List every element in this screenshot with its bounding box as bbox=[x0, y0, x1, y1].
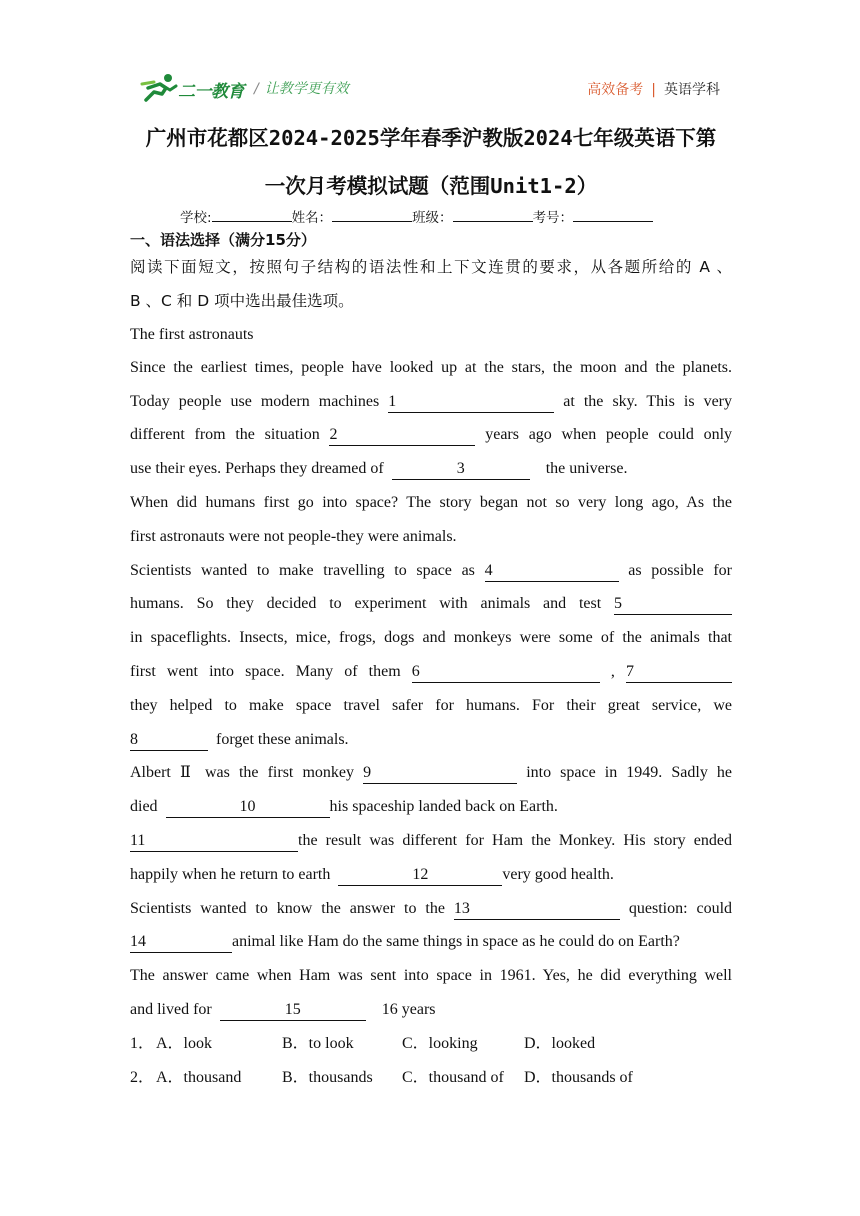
passage-line: The answer came when Ham was sent into space in 1961. Yes, he did everything well bbox=[130, 967, 732, 984]
blank-4[interactable]: 4 bbox=[485, 561, 619, 582]
name-label: 姓名： bbox=[291, 210, 333, 226]
text: the universe. bbox=[545, 460, 628, 477]
passage-line bbox=[130, 385, 732, 419]
text: and lived for bbox=[130, 1001, 212, 1018]
option-d[interactable]: D．thousands of bbox=[524, 1069, 633, 1086]
tagline bbox=[587, 79, 720, 99]
page-title-line-1: 广州市花都区2024-2025学年春季沪教版2024七年级英语下第 bbox=[145, 126, 717, 150]
slogan-slash: / bbox=[254, 81, 259, 97]
student-info bbox=[180, 206, 653, 226]
instruction-line-2: B 、C 和 D 项中选出最佳选项。 bbox=[130, 292, 354, 310]
slogan bbox=[254, 78, 349, 98]
passage-line bbox=[130, 418, 732, 452]
page-title-line-2: 一次月考模拟试题（范围Unit1-2） bbox=[264, 174, 598, 198]
logo-text: 二一教育 bbox=[178, 82, 244, 102]
text: very good health. bbox=[502, 866, 614, 883]
text: happily when he return to earth bbox=[130, 866, 331, 883]
text: years ago when people could only bbox=[485, 426, 733, 443]
question-number: 2． bbox=[130, 1069, 155, 1086]
passage-line: When did humans first go into space? The story began not so very long ago, As the bbox=[130, 494, 732, 511]
blank-9[interactable]: 9 bbox=[363, 763, 517, 784]
text: at the sky. This is very bbox=[563, 393, 733, 410]
text: Today people use modern machines bbox=[130, 393, 380, 410]
option-a[interactable]: A．look bbox=[156, 1035, 213, 1052]
passage-line: in spaceflights. Insects, mice, frogs, dogs and monkeys were some of the animals that bbox=[130, 629, 732, 646]
blank-11[interactable]: 11 bbox=[130, 831, 298, 852]
school-blank[interactable] bbox=[212, 208, 292, 222]
passage-line: they helped to make space travel safer for humans. For their great service, we bbox=[130, 697, 732, 714]
passage-line bbox=[130, 756, 732, 790]
logo bbox=[140, 72, 250, 102]
text: forget these animals. bbox=[216, 731, 349, 748]
text: first went into space. Many of them bbox=[130, 663, 401, 680]
blank-10[interactable]: 10 bbox=[166, 797, 330, 818]
class-blank[interactable] bbox=[453, 208, 533, 222]
question-1-options bbox=[130, 1027, 732, 1061]
blank-7[interactable]: 7 bbox=[626, 662, 732, 683]
passage-line bbox=[130, 993, 732, 1027]
passage-line bbox=[130, 655, 732, 689]
passage-line bbox=[130, 925, 732, 959]
blank-2[interactable]: 2 bbox=[329, 425, 475, 446]
tag-efficient-prep: 高效备考 bbox=[587, 82, 644, 98]
instruction-line-1: 阅读下面短文，按照句子结构的语法性和上下文连贯的要求，从各题所给的 A 、 bbox=[130, 258, 732, 276]
text: different from the situation bbox=[130, 426, 320, 443]
school-label: 学校: bbox=[180, 210, 212, 226]
option-c[interactable]: C．thousand of bbox=[402, 1069, 504, 1086]
text: humans. So they decided to experiment with animals and test bbox=[130, 595, 602, 612]
blank-15[interactable]: 15 bbox=[220, 1000, 366, 1021]
text: the result was different for Ham the Monkey. His story ended bbox=[298, 832, 732, 849]
passage-line bbox=[130, 723, 732, 757]
blank-6[interactable]: 6 bbox=[412, 662, 600, 683]
blank-14[interactable]: 14 bbox=[130, 932, 232, 953]
text: into space in 1949. Sadly he bbox=[526, 764, 733, 781]
passage-line: Since the earliest times, people have looked up at the stars, the moon and the planets. bbox=[130, 359, 732, 376]
option-c[interactable]: C．looking bbox=[402, 1035, 478, 1052]
blank-1[interactable]: 1 bbox=[388, 392, 554, 413]
text: his spaceship landed back on Earth. bbox=[329, 798, 558, 815]
question-2-options bbox=[130, 1061, 732, 1095]
passage-line bbox=[130, 824, 732, 858]
blank-3[interactable]: 3 bbox=[392, 459, 530, 480]
passage-line: first astronauts were not people-they were animals. bbox=[130, 528, 457, 545]
passage-line bbox=[130, 892, 732, 926]
passage-line bbox=[130, 790, 732, 824]
section-heading: 一、语法选择（满分15分） bbox=[130, 231, 316, 249]
text: died bbox=[130, 798, 158, 815]
exam-number-blank[interactable] bbox=[573, 208, 653, 222]
tag-subject: 英语学科 bbox=[664, 82, 720, 98]
blank-5[interactable]: 5 bbox=[614, 594, 732, 615]
blank-8[interactable]: 8 bbox=[130, 730, 208, 751]
exam-number-label: 考号： bbox=[532, 210, 574, 226]
blank-13[interactable]: 13 bbox=[454, 899, 620, 920]
passage-line bbox=[130, 554, 732, 588]
passage-line bbox=[130, 587, 732, 621]
text: Scientists wanted to know the answer to the bbox=[130, 900, 445, 917]
text: as possible for bbox=[628, 562, 733, 579]
text: 16 years bbox=[381, 1001, 436, 1018]
text: Albert Ⅱ was the first monkey bbox=[130, 764, 354, 781]
page-header bbox=[140, 70, 720, 104]
text: question: could bbox=[628, 900, 733, 917]
option-b[interactable]: B．thousands bbox=[282, 1069, 373, 1086]
name-blank[interactable] bbox=[332, 208, 412, 222]
class-label: 班级： bbox=[412, 210, 453, 226]
tag-separator: | bbox=[651, 82, 656, 98]
runner-icon bbox=[140, 72, 180, 102]
option-b[interactable]: B．to look bbox=[282, 1035, 354, 1052]
option-d[interactable]: D．looked bbox=[524, 1035, 596, 1052]
question-number: 1． bbox=[130, 1035, 155, 1052]
text: Scientists wanted to make travelling to space as bbox=[130, 562, 475, 579]
option-a[interactable]: A．thousand bbox=[156, 1069, 242, 1086]
passage-line bbox=[130, 858, 732, 892]
passage-title: The first astronauts bbox=[130, 326, 254, 343]
blank-12[interactable]: 12 bbox=[338, 865, 502, 886]
text: , bbox=[610, 663, 615, 680]
text: use their eyes. Perhaps they dreamed of bbox=[130, 460, 384, 477]
passage-line bbox=[130, 452, 732, 486]
slogan-text: 让教学更有效 bbox=[264, 81, 349, 97]
text: animal like Ham do the same things in space as he could do on Earth? bbox=[232, 933, 680, 950]
